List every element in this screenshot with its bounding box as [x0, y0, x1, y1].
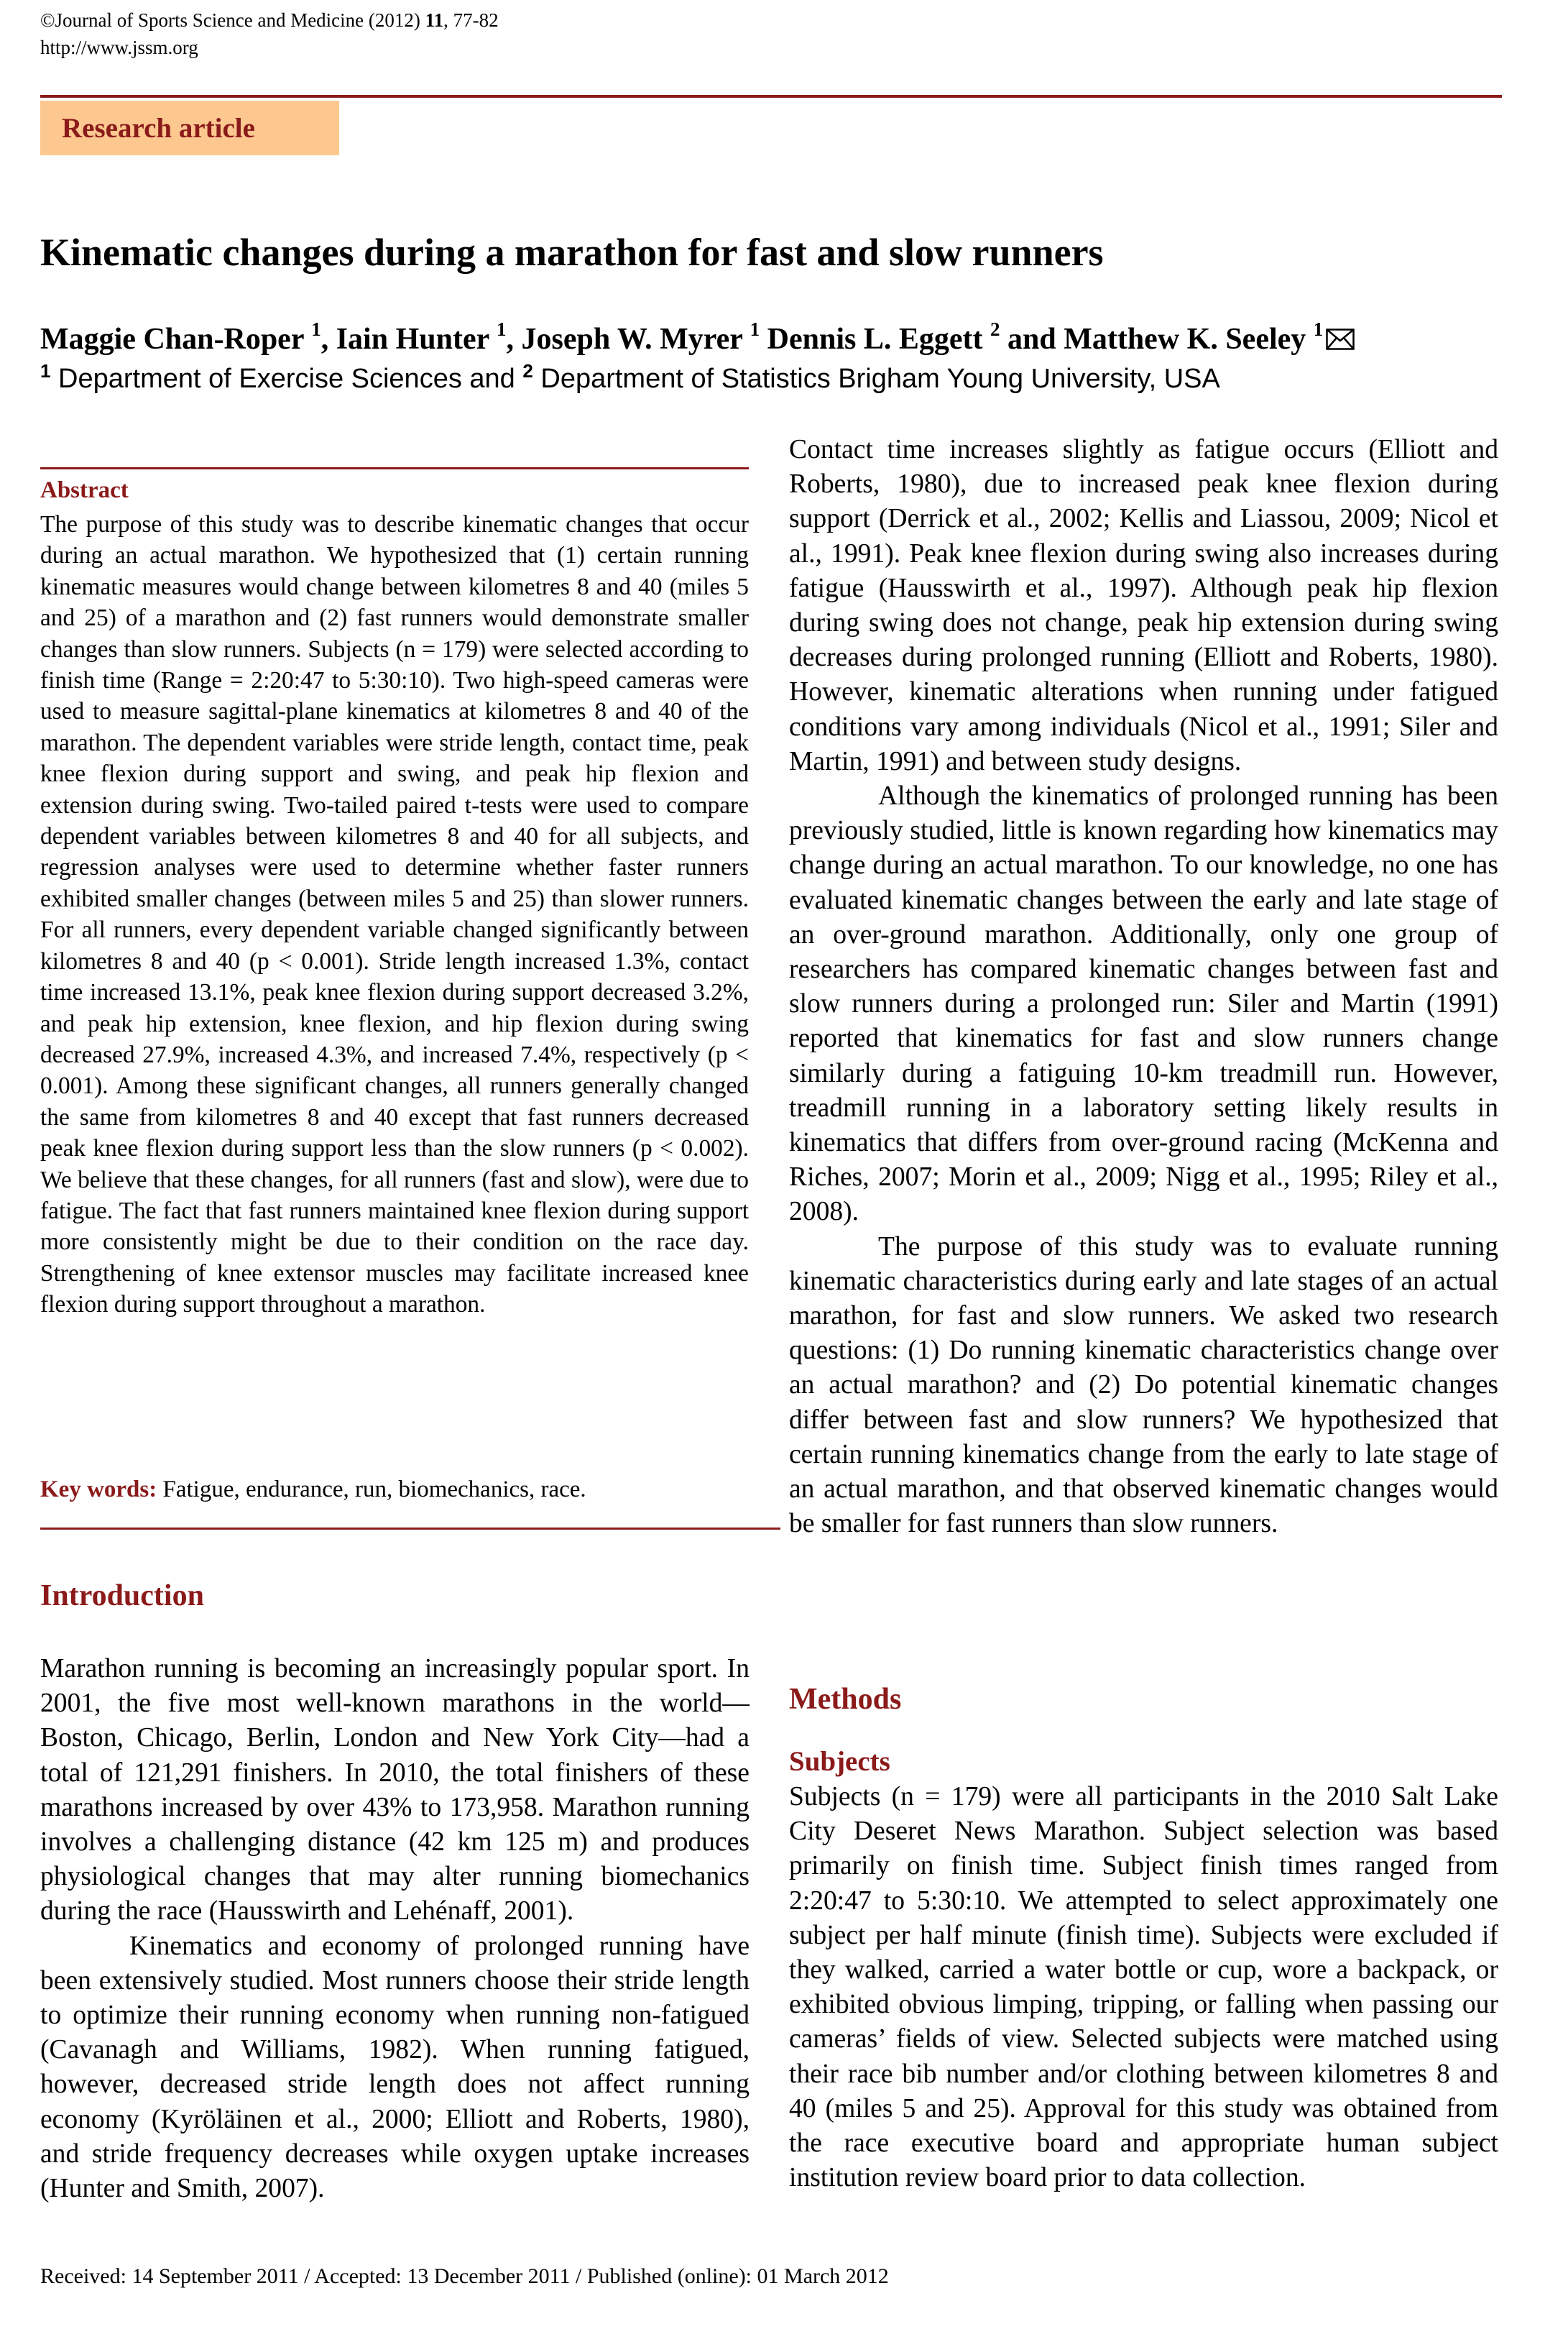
abstract-heading: Abstract [40, 477, 129, 503]
header-rule [40, 95, 1502, 98]
affiliation-text: Department of Exercise Sciences and [50, 364, 523, 394]
author-name: Matthew K. Seeley [1064, 323, 1314, 356]
author-name: Maggie Chan-Roper [40, 323, 312, 356]
abstract-text: The purpose of this study was to describe kinematic changes that occur during an actual marathon. We hypothesized that (1) certain running kinematic measures would change between kilometres 8 and 40 (miles 5 and 25) of a marathon and (2) fast runners would demonstrate smaller changes than slow runners. Subjects (n = 179) were selected according to finish time (Range = 2:20:47 to 5:30:10). Two high-speed cameras were used to measure sagittal-plane kinematics at kilometres 8 and 40 of the marathon. The dependent variables were stride length, contact time, peak knee flexion during support and swing, and peak hip flexion and extension during swing. Two-tailed paired t-tests were used to compare dependent variables between kilometres 8 and 40 for all subjects, and regression analyses were used to determine whether faster runners exhibited smaller changes (between miles 5 and 25) than slower runners. For all runners, every dependent variable changed significantly between kilometres 8 and 40 (p < 0.001). Stride length increased 1.3%, contact time increased 13.1%, peak knee flexion during support decreased 3.2%, and peak hip extension, knee flexion, and hip flexion during swing decreased 27.9%, increased 4.3%, and increased 7.4%, respectively (p < 0.001). Among these significant changes, all runners generally changed the same from kilometres 8 and 40 except that fast runners decreased peak knee flexion during support less than the slow runners (p < 0.002). We believe that these changes, for all runners (fast and slow), were due to fatigue. The fact that fast runners maintained knee flexion during support more consistently might be due to their condition on the race day. Strengthening of knee extensor muscles may facilitate increased knee flexion during support throughout a marathon. [40, 511, 749, 1318]
keywords-text: Fatigue, endurance, run, biomechanics, race. [157, 1476, 586, 1502]
journal-url[interactable]: http://www.jssm.org [40, 37, 198, 58]
author-separator [760, 323, 767, 356]
author-name: Joseph W. Myrer [521, 323, 750, 356]
body-paragraph: Marathon running is becoming an increasingly popular sport. In 2001, the five most well-known marathons in the world—Boston, Chicago, Berlin, London and New York City—had a total of 121,291 finishers. In 2010, the total finishers of these marathons increased by over 43% to 173,958. Marathon running involves a challenging distance (42 km 125 m) and produces physiological changes that may alter running biomechanics during the race (Hausswirth and Lehénaff, 2001). [40, 1654, 750, 1926]
introduction-right-column [789, 433, 1498, 1542]
affiliation-mark: 1 [40, 360, 51, 382]
author-list [40, 318, 1355, 358]
author-affiliation-mark: 2 [990, 318, 1000, 340]
journal-name: ©Journal of Sports Science and Medicine (2012) [40, 9, 425, 31]
author-affiliation-mark: 1 [750, 318, 760, 340]
keywords-label: Key words: [40, 1476, 157, 1502]
affiliation-mark: 2 [522, 360, 533, 382]
body-paragraph: The purpose of this study was to evaluate running kinematic characteristics during early and late stages of an actual marathon, for fast and slow runners. We asked two research questions: (1) Do running kinematic characteristics change over an actual marathon? and (2) Do potential kinematic changes differ between fast and slow runners? We hypothesized that certain running kinematics change from the early to late stage of an actual marathon, and that observed kinematic changes would be smaller for fast runners than slow runners. [789, 1231, 1498, 1539]
keywords-line [40, 1476, 586, 1503]
article-title: Kinematic changes during a marathon for fast and slow runners [40, 231, 1104, 274]
author-name: Dennis L. Eggett [767, 323, 990, 356]
publication-dates: Received: 14 September 2011 / Accepted: 13 December 2011 / Published (online): 01 March 2012 [40, 2264, 889, 2288]
journal-pages: , 77-82 [443, 9, 499, 31]
subjects-subheading: Subjects [789, 1746, 890, 1777]
author-separator: and [1000, 323, 1064, 356]
subjects-column [789, 1780, 1498, 2195]
author-affiliation-mark: 1 [311, 318, 321, 340]
affiliation-text: Department of Statistics Brigham Young University, USA [532, 364, 1220, 394]
abstract-top-rule [40, 467, 749, 469]
author-separator: , [506, 323, 522, 356]
introduction-heading: Introduction [40, 1579, 204, 1612]
author-affiliation-mark: 1 [1313, 318, 1324, 340]
author-separator: , [320, 323, 336, 356]
journal-volume: 11 [425, 9, 444, 31]
introduction-left-column [40, 1652, 750, 2206]
author-name: Iain Hunter [336, 323, 497, 356]
body-paragraph: Subjects (n = 179) were all participants in the 2010 Salt Lake City Deseret News Marathon. Subject selection was based primarily on finish time. Subject finish times ranged from 2:20:47 to 5:30:10. We attempted to select approximately one subject per half minute (finish time). Subjects were excluded if they walked, carried a water bottle or cup, wore a backpack, or exhibited obvious limping, tripping, or falling when passing our cameras’ fields of view. Selected subjects were matched using their race bib number and/or clothing between kilometres 8 and 40 (miles 5 and 25). Approval for this study was obtained from the race executive board and appropriate human subject institution review board prior to data collection. [789, 1782, 1498, 2193]
body-paragraph: Although the kinematics of prolonged running has been previously studied, little is known regarding how kinematics may change during an actual marathon. To our knowledge, no one has evaluated kinematic changes between the early and late stage of an over-ground marathon. Additionally, only one group of researchers has compared kinematic changes between fast and slow runners during a prolonged run: Siler and Martin (1991) reported that kinematics for fast and slow runners change similarly during a fatiguing 10-km treadmill run. However, treadmill running in a laboratory setting likely results in kinematics that differs from over-ground racing (McKenna and Riches, 2007; Morin et al., 2009; Nigg et al., 1995; Riley et al., 2008). [789, 781, 1498, 1227]
journal-citation [40, 9, 499, 32]
methods-heading: Methods [789, 1683, 902, 1716]
article-type-badge: Research article [40, 101, 339, 155]
envelope-icon[interactable] [1326, 323, 1355, 358]
abstract-bottom-rule [40, 1528, 780, 1530]
body-paragraph: Kinematics and economy of prolonged running have been extensively studied. Most runners choose their stride length to optimize their running economy when running non-fatigued (Cavanagh and Williams, 1982). When running fatigued, however, decreased stride length does not affect running economy (Kyröläinen et al., 2000; Elliott and Roberts, 1980), and stride frequency decreases while oxygen uptake increases (Hunter and Smith, 2007). [40, 1931, 750, 2204]
body-paragraph: Contact time increases slightly as fatigue occurs (Elliott and Roberts, 1980), due to increased peak knee flexion during support (Derrick et al., 2002; Kellis and Liassou, 2009; Nicol et al., 1991). Peak knee flexion during swing also increases during fatigue (Hausswirth et al., 1997). Although peak hip flexion during swing does not change, peak hip extension during swing decreases during prolonged running (Elliott and Roberts, 1980). However, kinematic alterations when running under fatigued conditions vary among individuals (Nicol et al., 1991; Siler and Martin, 1991) and between study designs. [789, 435, 1498, 776]
affiliation-line [40, 360, 1220, 395]
author-affiliation-mark: 1 [496, 318, 507, 340]
